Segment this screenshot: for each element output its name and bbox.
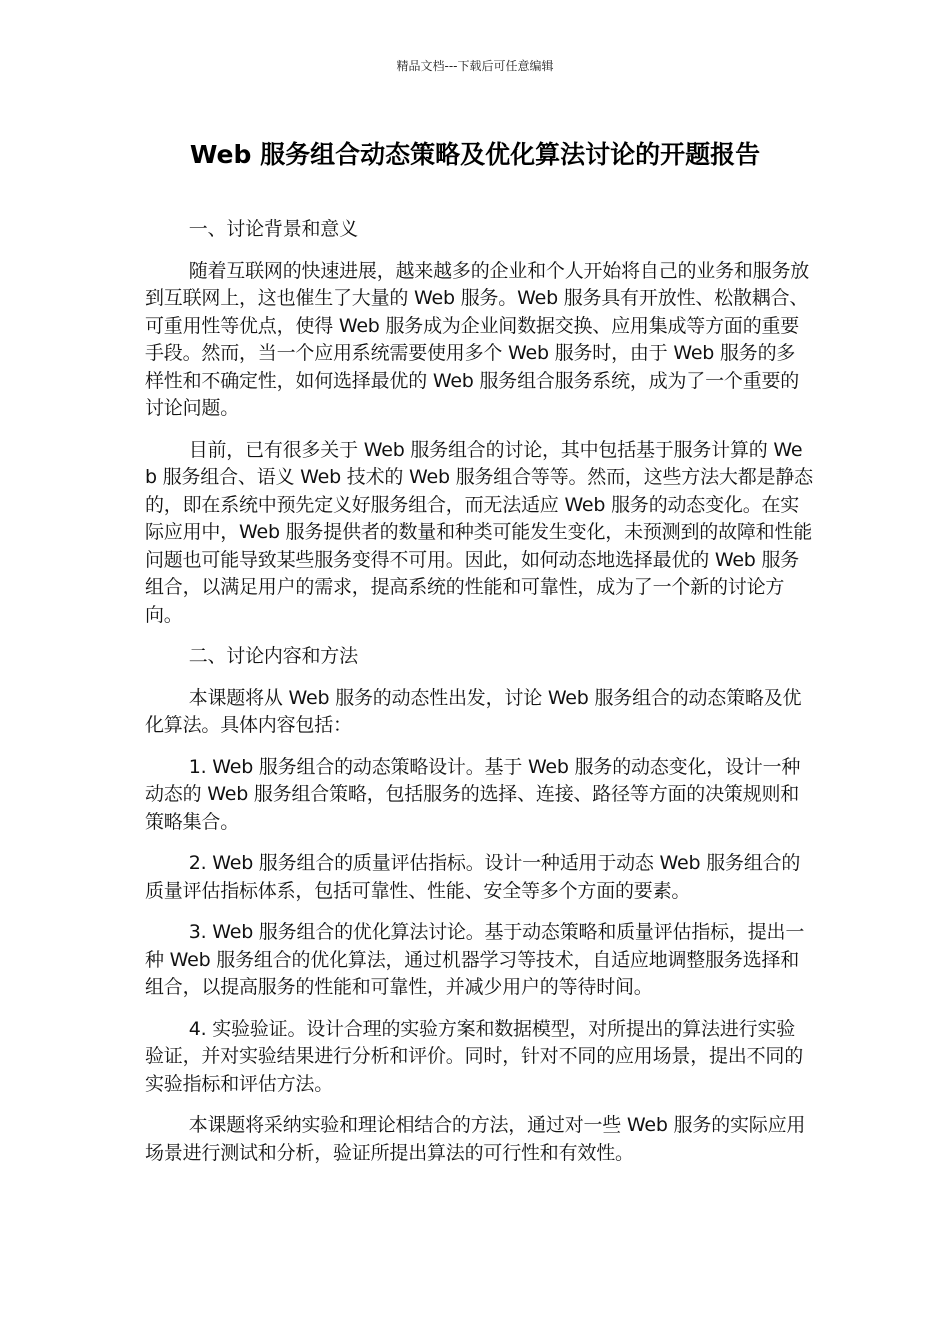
list-item-quality-metrics: 2. Web 服务组合的质量评估指标。设计一种适用于动态 Web 服务组合的质量评估指标体系，包括可靠性、性能、安全等多个方面的要素。: [145, 852, 801, 902]
document-body: [145, 216, 813, 1181]
list-item-dynamic-strategy: 1. Web 服务组合的动态策略设计。基于 Web 服务的动态变化，设计一种动态的 Web 服务组合策略，包括服务的选择、连接、路径等方面的决策规则和策略集合。: [145, 755, 801, 833]
header-note: 精品文档---下载后可任意编辑: [396, 59, 554, 73]
paragraph-background-1: 随着互联网的快速进展，越来越多的企业和个人开始将自己的业务和服务放到互联网上，这也催生了大量的 Web 服务。Web 服务具有开放性、松散耦合、可重用性等优点，使得 Web 服务成为企业间数据交换、应用集成等方面的重要手段。然而，当一个应用系统需要使用多个 Web 服务时，由于 Web 服务的多样性和不确定性，如何选择最优的 Web 服务组合服务系统，成为了一个重要的讨论问题。: [145, 259, 810, 419]
list-item-optimization-algorithm: 3. Web 服务组合的优化算法讨论。基于动态策略和质量评估指标，提出一种 Web 服务组合的优化算法，通过机器学习等技术，自适应地调整服务选择和组合，以提高服务的性能和可靠性，并减少用户的等待时间。: [145, 921, 805, 998]
list-item-experiment-validation: 4. 实验验证。设计合理的实验方案和数据模型，对所提出的算法进行实验验证，并对实验结果进行分析和评价。同时，针对不同的应用场景，提出不同的实验指标和评估方法。: [145, 1017, 804, 1095]
section-heading-content-methods: 二、讨论内容和方法: [188, 645, 358, 667]
paragraph-background-2: 目前，已有很多关于 Web 服务组合的讨论，其中包括基于服务计算的 Web 服务组合、语义 Web 技术的 Web 服务组合等等。然而，这些方法大都是静态的，即在系统中预先定义好服务组合，而无法适应 Web 服务的动态变化。在实际应用中，Web 服务提供者的数量和种类可能发生变化，未预测到的故障和性能问题也可能导致某些服务变得不可用。因此，如何动态地选择最优的 Web 服务组合，以满足用户的需求，提高系统的性能和可靠性，成为了一个新的讨论方向。: [145, 438, 813, 626]
section-heading-background: 一、讨论背景和意义: [188, 218, 358, 240]
paragraph-methods-summary: 本课题将采纳实验和理论相结合的方法，通过对一些 Web 服务的实际应用场景进行测试和分析，验证所提出算法的可行性和有效性。: [145, 1114, 806, 1164]
document-title: Web 服务组合动态策略及优化算法讨论的开题报告: [189, 140, 761, 169]
paragraph-content-intro: 本课题将从 Web 服务的动态性出发，讨论 Web 服务组合的动态策略及优化算法。具体内容包括：: [145, 686, 802, 736]
